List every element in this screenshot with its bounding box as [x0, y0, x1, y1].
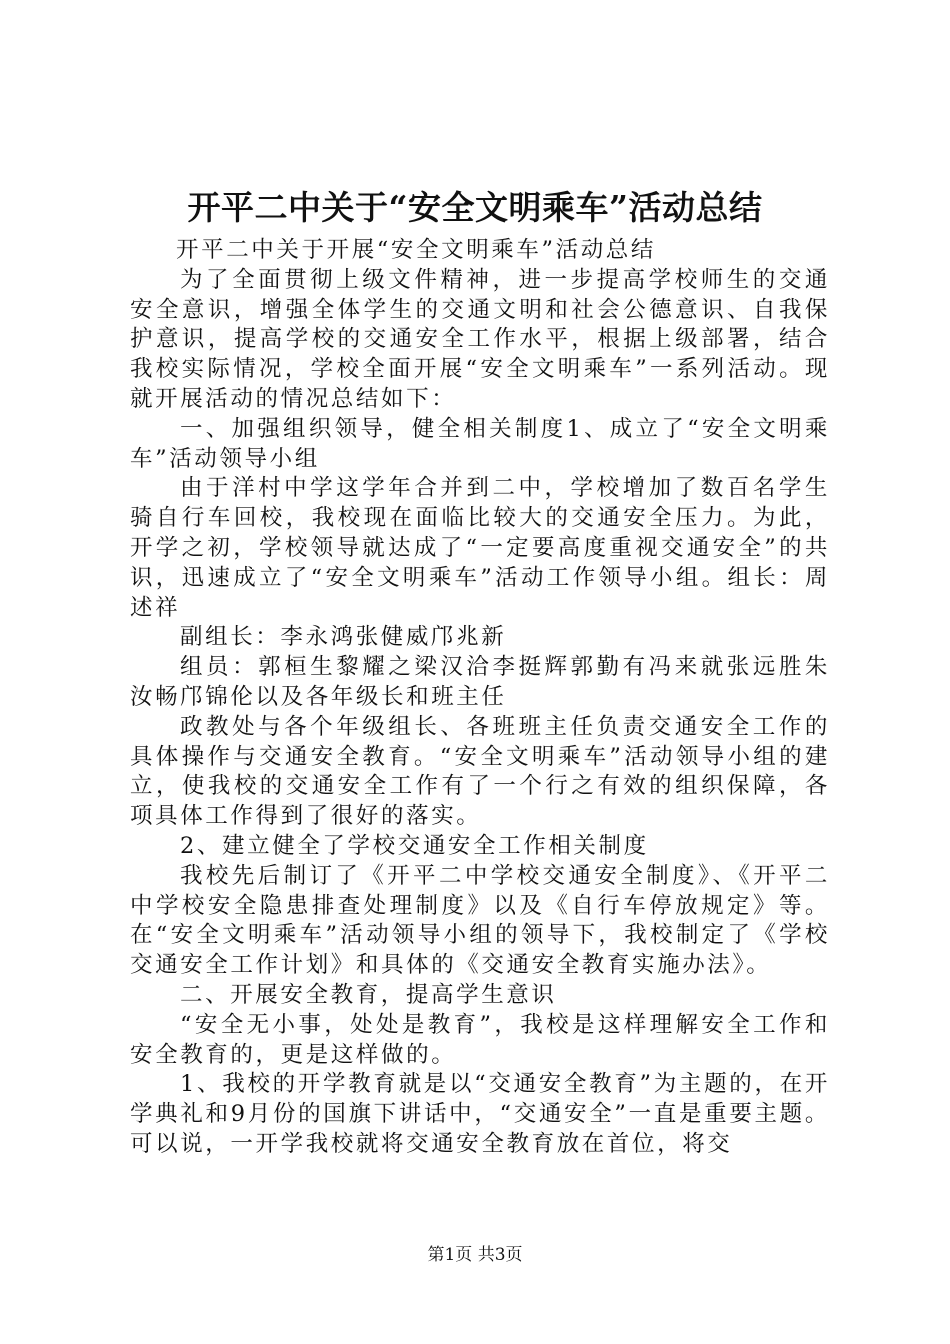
paragraph-section-2-heading: 二、开展安全教育，提高学生意识 — [180, 981, 557, 1008]
paragraph-opening-education: 1、我校的开学教育就是以“交通安全教育”为主题的，在开学典礼和9月份的国旗下讲话中，“交通安全”一直是重要主题。可以说，一开学我校就将交通安全教育放在首位，将交 — [130, 1071, 830, 1157]
paragraph-subsection-2-heading: 2、建立健全了学校交通安全工作相关制度 — [180, 832, 649, 859]
paragraph-safety-motto: “安全无小事，处处是教育”，我校是这样理解安全工作和安全教育的，更是这样做的。 — [130, 1011, 830, 1068]
paragraph-responsibilities: 政教处与各个年级组长、各班班主任负责交通安全工作的具体操作与交通安全教育。“安全文明乘车”活动领导小组的建立，使我校的交通安全工作有了一个行之有效的组织保障，各项具体工作得到了很好的落实。 — [130, 713, 830, 830]
paragraph-members: 组员：郭桓生黎耀之梁汉洽李挺辉郭勤有冯来就张远胜朱汝畅邝锦伦以及各年级长和班主任 — [130, 654, 830, 710]
page-footer: 第1页 共3页 — [427, 1245, 523, 1265]
document-title: 开平二中关于“安全文明乘车”活动总结 — [187, 188, 763, 227]
paragraph-regulations: 我校先后制订了《开平二中学校交通安全制度》、《开平二中学校安全隐患排查处理制度》以及《自行车停放规定》等。在“安全文明乘车”活动领导小组的领导下，我校制定了《学校交通安全工作计划》和具体的《交通安全教育实施办法》。 — [130, 862, 830, 979]
paragraph-intro: 为了全面贯彻上级文件精神，进一步提高学校师生的交通安全意识，增强全体学生的交通文明和社会公德意识、自我保护意识，提高学校的交通安全工作水平，根据上级部署，结合我校实际情况，学校全面开展“安全文明乘车”一系列活动。现就开展活动的情况总结如下： — [130, 266, 830, 412]
paragraph-subtitle: 开平二中关于开展“安全文明乘车”活动总结 — [176, 237, 657, 263]
paragraph-section-1-heading: 一、加强组织领导，健全相关制度1、成立了“安全文明乘车”活动领导小组 — [130, 415, 830, 472]
document-body — [130, 236, 830, 1160]
paragraph-deputy-leaders: 副组长：李永鸿张健威邝兆新 — [180, 624, 507, 651]
paragraph-background: 由于洋村中学这学年合并到二中，学校增加了数百名学生骑自行车回校，我校现在面临比较大的交通安全压力。为此，开学之初，学校领导就达成了“一定要高度重视交通安全”的共识，迅速成立了“安全文明乘车”活动工作领导小组。组长：周述祥 — [130, 475, 830, 621]
